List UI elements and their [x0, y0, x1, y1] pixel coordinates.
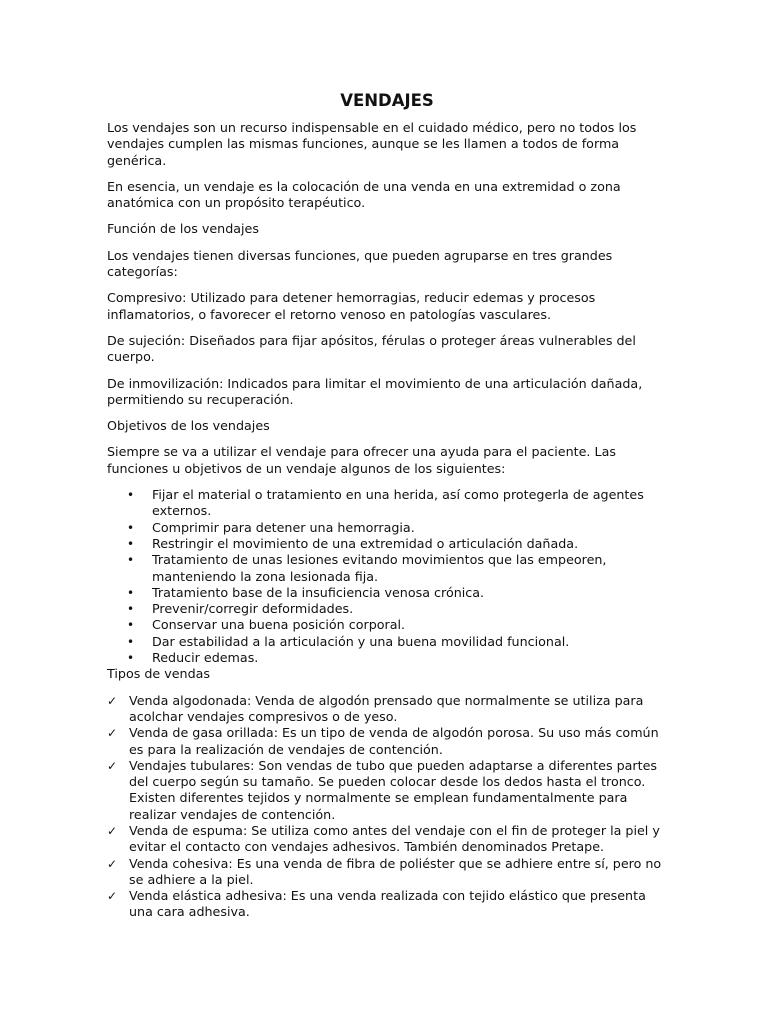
list-item — [107, 856, 667, 889]
list-item-text: Fijar el material o tratamiento en una herida, así como protegerla de agentes externos. — [152, 487, 644, 519]
list-item — [107, 888, 667, 921]
list-item-text: Comprimir para detener una hemorragia. — [152, 519, 415, 535]
list-item-text: Prevenir/corregir deformidades. — [152, 601, 354, 617]
list-item — [107, 823, 667, 856]
document-page — [107, 90, 667, 921]
types-list — [107, 693, 667, 921]
function-sujecion: De sujeción: Diseñados para fijar apósitos, férulas o proteger áreas vulnerables del cuerpo. — [107, 332, 636, 365]
objectives-list — [107, 487, 667, 666]
list-item-text: Venda elástica adhesiva: Es una venda realizada con tejido elástico que presenta una cara adhesiva. — [129, 888, 646, 920]
checkmark-icon: ✓ — [107, 823, 118, 838]
functions-heading: Función de los vendajes — [107, 221, 259, 237]
bullet-dot-icon: • — [127, 520, 135, 535]
list-item-text: Venda algodonada: Venda de algodón prensado que normalmente se utiliza para acolchar vendajes compresivos o de yeso. — [129, 692, 644, 724]
checkmark-icon: ✓ — [107, 758, 118, 773]
function-inmovilizacion: De inmovilización: Indicados para limitar el movimiento de una articulación dañada, permitiendo su recuperación. — [107, 375, 643, 407]
bullet-dot-icon: • — [127, 536, 135, 551]
list-item-text: Venda cohesiva: Es una venda de fibra de poliéster que se adhiere entre sí, pero no se adhiere a la piel. — [129, 855, 662, 887]
list-item-text: Vendajes tubulares: Son vendas de tubo que pueden adaptarse a diferentes partes del cuerpo según su tamaño. Se pueden colocar desde los dedos hasta el tronco. Existen diferentes tejidos y normalmente se emplean fundamentalmente para realizar vendajes de contención. — [129, 757, 658, 822]
list-item-text: Venda de gasa orillada: Es un tipo de venda de algodón porosa. Su uso más común es para la realización de vendajes de contención. — [129, 725, 659, 757]
list-item — [107, 552, 667, 585]
intro-paragraph-1: Los vendajes son un recurso indispensable en el cuidado médico, pero no todos los vendajes cumplen las mismas funciones, aunque se les llamen a todos de forma genérica. — [107, 120, 637, 168]
checkmark-icon: ✓ — [107, 889, 118, 904]
list-item-text: Restringir el movimiento de una extremidad o articulación dañada. — [152, 535, 579, 551]
list-item — [107, 536, 667, 552]
list-item — [107, 725, 667, 758]
bullet-dot-icon: • — [127, 553, 135, 568]
list-item — [107, 650, 667, 666]
list-item — [107, 758, 667, 823]
list-item — [107, 693, 667, 726]
types-heading: Tipos de vendas — [107, 666, 211, 682]
bullet-dot-icon: • — [127, 602, 135, 617]
list-item — [107, 617, 667, 633]
list-item — [107, 520, 667, 536]
function-compresivo: Compresivo: Utilizado para detener hemorragias, reducir edemas y procesos inflamatorios, o favorecer el retorno venoso en patologías vasculares. — [107, 290, 596, 322]
list-item — [107, 487, 667, 520]
list-item-text: Tratamiento de unas lesiones evitando movimientos que las empeoren, manteniendo la zona lesionada fija. — [152, 552, 607, 584]
checkmark-icon: ✓ — [107, 693, 118, 708]
intro-paragraph-2: En esencia, un vendaje es la colocación de una venda en una extremidad o zona anatómica con un propósito terapéutico. — [107, 178, 621, 211]
list-item-text: Dar estabilidad a la articulación y una buena movilidad funcional. — [152, 633, 570, 649]
objectives-lead: Siempre se va a utilizar el vendaje para ofrecer una ayuda para el paciente. Las funciones u objetivos de un vendaje algunos de los siguientes: — [107, 444, 616, 476]
list-item-text: Reducir edemas. — [152, 650, 259, 666]
checkmark-icon: ✓ — [107, 856, 118, 871]
bullet-dot-icon: • — [127, 634, 135, 649]
list-item — [107, 634, 667, 650]
list-item-text: Conservar una buena posición corporal. — [152, 617, 406, 633]
list-item-text: Tratamiento base de la insuficiencia venosa crónica. — [152, 584, 485, 600]
objectives-heading: Objetivos de los vendajes — [107, 418, 270, 434]
functions-lead: Los vendajes tienen diversas funciones, que pueden agruparse en tres grandes categorías: — [107, 247, 613, 280]
bullet-dot-icon: • — [127, 585, 135, 600]
list-item-text: Venda de espuma: Se utiliza como antes del vendaje con el fin de proteger la piel y evitar el contacto con vendajes adhesivos. También denominados Pretape. — [129, 822, 660, 855]
checkmark-icon: ✓ — [107, 726, 118, 741]
bullet-dot-icon: • — [127, 618, 135, 633]
list-item — [107, 585, 667, 601]
list-item — [107, 601, 667, 617]
bullet-dot-icon: • — [127, 651, 135, 666]
document-title: VENDAJES — [340, 91, 434, 110]
bullet-dot-icon: • — [127, 488, 135, 503]
